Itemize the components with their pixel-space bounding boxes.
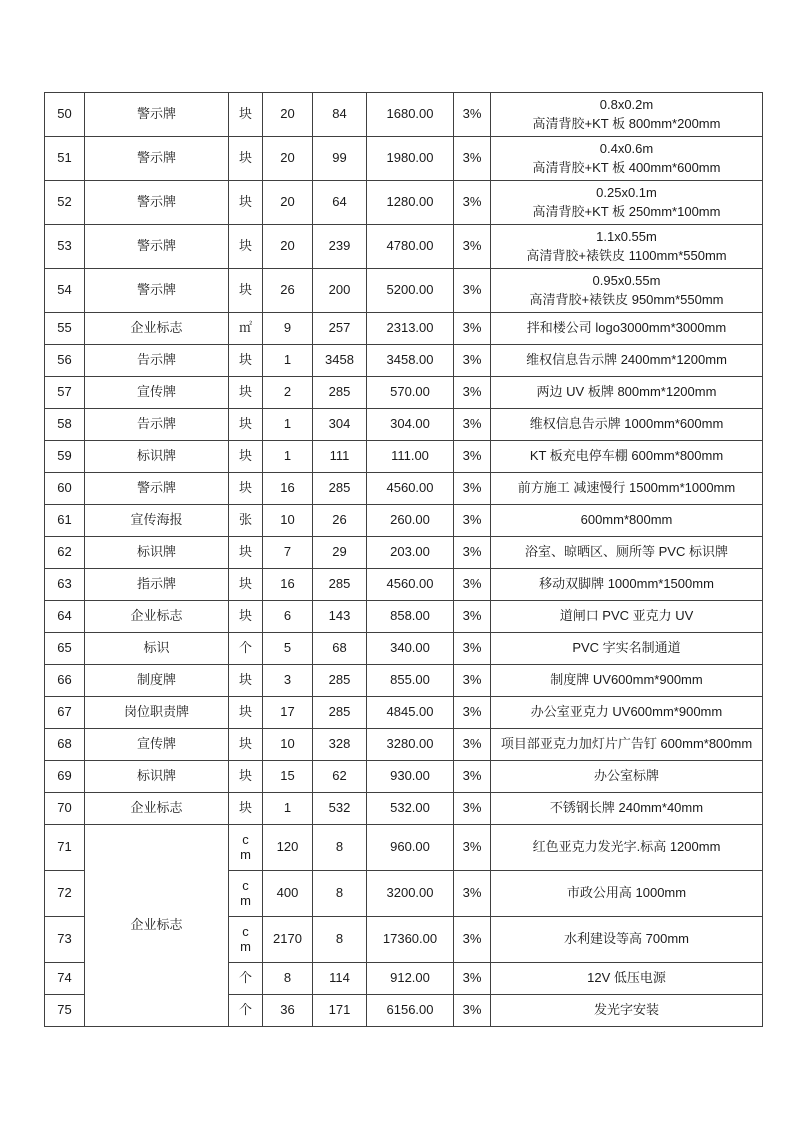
cell-unit-price: 200: [313, 269, 367, 313]
cell-serial-no: 53: [45, 225, 85, 269]
unit-char: c: [242, 923, 249, 939]
desc-line: 红色亚克力发光字.标高 1200mm: [532, 839, 721, 855]
cell-unit-price: 143: [313, 601, 367, 633]
cell-unit-price: 257: [313, 313, 367, 345]
cell-unit: 块: [229, 569, 263, 601]
cell-unit-price: 285: [313, 665, 367, 697]
desc-line: 道闸口 PVC 亚克力 UV: [559, 608, 694, 624]
cell-item-name: 制度牌: [85, 665, 229, 697]
desc-line: 移动双脚牌 1000mm*1500mm: [539, 576, 714, 592]
cell-unit: 块: [229, 409, 263, 441]
cell-item-name: 宣传牌: [85, 377, 229, 409]
desc-line: PVC 字实名制通道: [572, 640, 681, 656]
cell-item-name: 标识牌: [85, 537, 229, 569]
cell-serial-no: 63: [45, 569, 85, 601]
cell-quantity: 120: [263, 825, 313, 871]
cell-spec-desc: [491, 697, 763, 729]
cell-unit-price: 111: [313, 441, 367, 473]
cell-serial-no: 55: [45, 313, 85, 345]
cell-unit-price: 8: [313, 825, 367, 871]
cell-serial-no: 50: [45, 93, 85, 137]
cell-tax-rate: 3%: [454, 729, 491, 761]
cell-unit: [229, 871, 263, 917]
cell-spec-desc: [491, 345, 763, 377]
table-row: [45, 697, 763, 729]
cell-quantity: 26: [263, 269, 313, 313]
cell-quantity: 1: [263, 793, 313, 825]
cell-unit: 张: [229, 505, 263, 537]
cell-unit: 块: [229, 225, 263, 269]
cell-unit-price: 26: [313, 505, 367, 537]
cell-serial-no: 58: [45, 409, 85, 441]
cell-serial-no: 62: [45, 537, 85, 569]
table-row: [45, 825, 763, 871]
cell-tax-rate: 3%: [454, 345, 491, 377]
desc-line: 水利建设等高 700mm: [564, 931, 689, 947]
cell-unit-price: 3458: [313, 345, 367, 377]
cell-unit-price: 29: [313, 537, 367, 569]
cell-spec-desc: [491, 917, 763, 963]
cell-spec-desc: [491, 995, 763, 1027]
cell-spec-desc: [491, 441, 763, 473]
cell-quantity: 10: [263, 729, 313, 761]
cell-item-name: 告示牌: [85, 409, 229, 441]
desc-line: KT 板充电停车棚 600mm*800mm: [529, 448, 724, 464]
cell-quantity: 15: [263, 761, 313, 793]
cell-unit-price: 68: [313, 633, 367, 665]
cell-spec-desc: [491, 665, 763, 697]
cell-tax-rate: 3%: [454, 93, 491, 137]
desc-line: 拌和楼公司 logo3000mm*3000mm: [526, 320, 727, 336]
cell-amount: 3200.00: [367, 871, 454, 917]
table-row: [45, 181, 763, 225]
desc-line: 项目部亚克力加灯片广告钉 600mm*800mm: [500, 736, 753, 752]
table-row: [45, 377, 763, 409]
table-row: [45, 505, 763, 537]
cell-unit-price: 99: [313, 137, 367, 181]
cell-tax-rate: 3%: [454, 409, 491, 441]
cell-tax-rate: 3%: [454, 137, 491, 181]
cell-amount: 3280.00: [367, 729, 454, 761]
cell-serial-no: 71: [45, 825, 85, 871]
table-row: [45, 793, 763, 825]
cell-tax-rate: 3%: [454, 963, 491, 995]
cell-spec-desc: [491, 313, 763, 345]
cell-unit: 块: [229, 345, 263, 377]
cell-amount: 855.00: [367, 665, 454, 697]
cell-serial-no: 51: [45, 137, 85, 181]
cell-unit-price: 532: [313, 793, 367, 825]
cell-quantity: 3: [263, 665, 313, 697]
table-row: [45, 473, 763, 505]
cell-quantity: 2170: [263, 917, 313, 963]
cell-spec-desc: [491, 601, 763, 633]
desc-line: 12V 低压电源: [587, 970, 666, 986]
cell-quantity: 20: [263, 137, 313, 181]
table-row: [45, 665, 763, 697]
cell-spec-desc: [491, 377, 763, 409]
desc-line: 高清背胶+KT 板 800mm*200mm: [532, 115, 721, 131]
desc-line: 两边 UV 板牌 800mm*1200mm: [536, 384, 717, 400]
cell-amount: 930.00: [367, 761, 454, 793]
cell-tax-rate: 3%: [454, 181, 491, 225]
cell-item-name: 企业标志: [85, 313, 229, 345]
desc-line: 市政公用高 1000mm: [566, 885, 687, 901]
cell-item-name: 警示牌: [85, 93, 229, 137]
cell-quantity: 8: [263, 963, 313, 995]
cell-item-name: 企业标志: [85, 793, 229, 825]
cell-item-name: 告示牌: [85, 345, 229, 377]
cell-amount: 1980.00: [367, 137, 454, 181]
cell-unit-price: 171: [313, 995, 367, 1027]
cell-quantity: 2: [263, 377, 313, 409]
cell-tax-rate: 3%: [454, 377, 491, 409]
cell-spec-desc: [491, 963, 763, 995]
cell-unit-price: 8: [313, 917, 367, 963]
cell-spec-desc: [491, 505, 763, 537]
cell-unit: 块: [229, 93, 263, 137]
cell-serial-no: 52: [45, 181, 85, 225]
cell-spec-desc: [491, 633, 763, 665]
table-row: [45, 441, 763, 473]
cell-unit: 个: [229, 995, 263, 1027]
cell-quantity: 17: [263, 697, 313, 729]
cell-unit: 块: [229, 269, 263, 313]
cell-amount: 17360.00: [367, 917, 454, 963]
cell-item-name: 标识: [85, 633, 229, 665]
cell-quantity: 7: [263, 537, 313, 569]
cell-unit-price: 62: [313, 761, 367, 793]
cell-item-name: 标识牌: [85, 441, 229, 473]
cell-spec-desc: [491, 761, 763, 793]
cell-serial-no: 61: [45, 505, 85, 537]
cell-tax-rate: 3%: [454, 505, 491, 537]
cell-unit-price: 304: [313, 409, 367, 441]
cell-tax-rate: 3%: [454, 313, 491, 345]
cell-quantity: 5: [263, 633, 313, 665]
cell-unit-price: 328: [313, 729, 367, 761]
cell-item-name: 警示牌: [85, 137, 229, 181]
cell-spec-desc: [491, 473, 763, 505]
cell-unit: 块: [229, 761, 263, 793]
desc-line: 高清背胶+裱铁皮 1100mm*550mm: [526, 247, 727, 263]
cell-unit: [229, 917, 263, 963]
cell-unit: 块: [229, 537, 263, 569]
cell-tax-rate: 3%: [454, 825, 491, 871]
cell-amount: 858.00: [367, 601, 454, 633]
cell-tax-rate: 3%: [454, 917, 491, 963]
cell-serial-no: 69: [45, 761, 85, 793]
cell-spec-desc: [491, 93, 763, 137]
cell-spec-desc: [491, 793, 763, 825]
table-row: [45, 345, 763, 377]
cell-unit: 块: [229, 137, 263, 181]
cell-tax-rate: 3%: [454, 871, 491, 917]
cell-unit-price: 285: [313, 569, 367, 601]
table-row: [45, 137, 763, 181]
cell-amount: 2313.00: [367, 313, 454, 345]
cell-serial-no: 60: [45, 473, 85, 505]
cell-item-name: 指示牌: [85, 569, 229, 601]
desc-line: 高清背胶+KT 板 250mm*100mm: [532, 203, 721, 219]
cell-spec-desc: [491, 225, 763, 269]
cell-quantity: 20: [263, 93, 313, 137]
cell-unit-price: 285: [313, 473, 367, 505]
cell-tax-rate: 3%: [454, 761, 491, 793]
desc-line: 高清背胶+KT 板 400mm*600mm: [532, 159, 721, 175]
cell-tax-rate: 3%: [454, 441, 491, 473]
table-row: [45, 537, 763, 569]
cell-unit-price: 114: [313, 963, 367, 995]
cell-unit-price: 285: [313, 377, 367, 409]
cell-unit-price: 285: [313, 697, 367, 729]
cell-amount: 532.00: [367, 793, 454, 825]
cell-quantity: 9: [263, 313, 313, 345]
cell-unit: ㎡: [229, 313, 263, 345]
cell-spec-desc: [491, 409, 763, 441]
cell-item-name: 警示牌: [85, 225, 229, 269]
cell-serial-no: 64: [45, 601, 85, 633]
cell-serial-no: 74: [45, 963, 85, 995]
cell-tax-rate: 3%: [454, 225, 491, 269]
cell-tax-rate: 3%: [454, 269, 491, 313]
cell-unit: 块: [229, 793, 263, 825]
cell-quantity: 1: [263, 409, 313, 441]
cell-serial-no: 59: [45, 441, 85, 473]
cell-spec-desc: [491, 137, 763, 181]
cell-amount: 340.00: [367, 633, 454, 665]
cell-serial-no: 66: [45, 665, 85, 697]
desc-line: 维权信息告示牌 2400mm*1200mm: [526, 352, 727, 368]
cell-amount: 3458.00: [367, 345, 454, 377]
cell-spec-desc: [491, 825, 763, 871]
table-row: [45, 729, 763, 761]
cell-amount: 912.00: [367, 963, 454, 995]
cell-tax-rate: 3%: [454, 537, 491, 569]
desc-line: 前方施工 减速慢行 1500mm*1000mm: [517, 480, 736, 496]
cell-unit-price: 8: [313, 871, 367, 917]
desc-line: 0.25x0.1m: [596, 185, 657, 201]
cell-serial-no: 70: [45, 793, 85, 825]
cell-amount: 1680.00: [367, 93, 454, 137]
table-row: [45, 601, 763, 633]
cell-serial-no: 54: [45, 269, 85, 313]
desc-line: 600mm*800mm: [580, 512, 673, 528]
cell-item-name: 企业标志: [85, 825, 229, 1027]
desc-line: 1.1x0.55m: [596, 229, 657, 245]
cell-unit: 个: [229, 633, 263, 665]
desc-line: 办公室亚克力 UV600mm*900mm: [530, 704, 723, 720]
cell-amount: 1280.00: [367, 181, 454, 225]
cell-tax-rate: 3%: [454, 995, 491, 1027]
cell-serial-no: 57: [45, 377, 85, 409]
cell-amount: 5200.00: [367, 269, 454, 313]
cell-serial-no: 73: [45, 917, 85, 963]
cell-amount: 6156.00: [367, 995, 454, 1027]
cell-unit: 块: [229, 665, 263, 697]
desc-line: 制度牌 UV600mm*900mm: [550, 672, 703, 688]
cell-tax-rate: 3%: [454, 569, 491, 601]
cell-amount: 960.00: [367, 825, 454, 871]
cell-spec-desc: [491, 871, 763, 917]
cell-quantity: 10: [263, 505, 313, 537]
cell-unit: 块: [229, 729, 263, 761]
desc-line: 办公室标牌: [593, 768, 659, 784]
cell-unit-price: 239: [313, 225, 367, 269]
cell-amount: 111.00: [367, 441, 454, 473]
desc-line: 浴室、晾晒区、厕所等 PVC 标识牌: [525, 544, 728, 560]
items-table-body: [45, 93, 763, 1027]
cell-quantity: 1: [263, 345, 313, 377]
cell-tax-rate: 3%: [454, 633, 491, 665]
cell-amount: 4560.00: [367, 473, 454, 505]
table-row: [45, 313, 763, 345]
desc-line: 维权信息告示牌 1000mm*600mm: [529, 416, 724, 432]
cell-amount: 304.00: [367, 409, 454, 441]
cell-item-name: 岗位职责牌: [85, 697, 229, 729]
cell-quantity: 1: [263, 441, 313, 473]
cell-unit-price: 84: [313, 93, 367, 137]
cell-unit: 块: [229, 441, 263, 473]
cell-tax-rate: 3%: [454, 793, 491, 825]
cell-item-name: 警示牌: [85, 473, 229, 505]
unit-char: m: [240, 892, 251, 908]
unit-char: c: [242, 831, 249, 847]
unit-char: m: [240, 846, 251, 862]
cell-quantity: 20: [263, 181, 313, 225]
cell-item-name: 企业标志: [85, 601, 229, 633]
cell-quantity: 400: [263, 871, 313, 917]
cell-item-name: 标识牌: [85, 761, 229, 793]
cell-amount: 4560.00: [367, 569, 454, 601]
cell-item-name: 宣传海报: [85, 505, 229, 537]
cell-quantity: 16: [263, 473, 313, 505]
cell-item-name: 警示牌: [85, 181, 229, 225]
table-row: [45, 569, 763, 601]
cell-spec-desc: [491, 181, 763, 225]
cell-tax-rate: 3%: [454, 665, 491, 697]
items-table: [44, 92, 763, 1027]
cell-item-name: 宣传牌: [85, 729, 229, 761]
unit-char: m: [240, 938, 251, 954]
cell-quantity: 20: [263, 225, 313, 269]
cell-amount: 570.00: [367, 377, 454, 409]
cell-tax-rate: 3%: [454, 601, 491, 633]
cell-serial-no: 67: [45, 697, 85, 729]
cell-amount: 203.00: [367, 537, 454, 569]
desc-line: 0.8x0.2m: [599, 97, 654, 113]
table-row: [45, 225, 763, 269]
cell-tax-rate: 3%: [454, 473, 491, 505]
desc-line: 不锈钢长牌 240mm*40mm: [549, 800, 704, 816]
cell-quantity: 36: [263, 995, 313, 1027]
desc-line: 高清背胶+裱铁皮 950mm*550mm: [529, 291, 724, 307]
cell-quantity: 16: [263, 569, 313, 601]
cell-serial-no: 75: [45, 995, 85, 1027]
cell-spec-desc: [491, 569, 763, 601]
cell-serial-no: 65: [45, 633, 85, 665]
desc-line: 0.4x0.6m: [599, 141, 654, 157]
desc-line: 发光字安装: [593, 1002, 659, 1018]
unit-char: c: [242, 877, 249, 893]
cell-amount: 260.00: [367, 505, 454, 537]
table-row: [45, 633, 763, 665]
table-row: [45, 761, 763, 793]
cell-unit: 块: [229, 601, 263, 633]
table-row: [45, 269, 763, 313]
table-row: [45, 409, 763, 441]
cell-item-name: 警示牌: [85, 269, 229, 313]
cell-unit: 块: [229, 697, 263, 729]
cell-tax-rate: 3%: [454, 697, 491, 729]
cell-spec-desc: [491, 269, 763, 313]
cell-serial-no: 72: [45, 871, 85, 917]
cell-unit: 块: [229, 181, 263, 225]
cell-spec-desc: [491, 729, 763, 761]
cell-spec-desc: [491, 537, 763, 569]
table-row: [45, 93, 763, 137]
cell-quantity: 6: [263, 601, 313, 633]
cell-unit: 个: [229, 963, 263, 995]
cell-unit: [229, 825, 263, 871]
cell-unit-price: 64: [313, 181, 367, 225]
cell-amount: 4780.00: [367, 225, 454, 269]
cell-unit: 块: [229, 377, 263, 409]
cell-serial-no: 68: [45, 729, 85, 761]
cell-amount: 4845.00: [367, 697, 454, 729]
cell-unit: 块: [229, 473, 263, 505]
cell-serial-no: 56: [45, 345, 85, 377]
desc-line: 0.95x0.55m: [592, 273, 661, 289]
